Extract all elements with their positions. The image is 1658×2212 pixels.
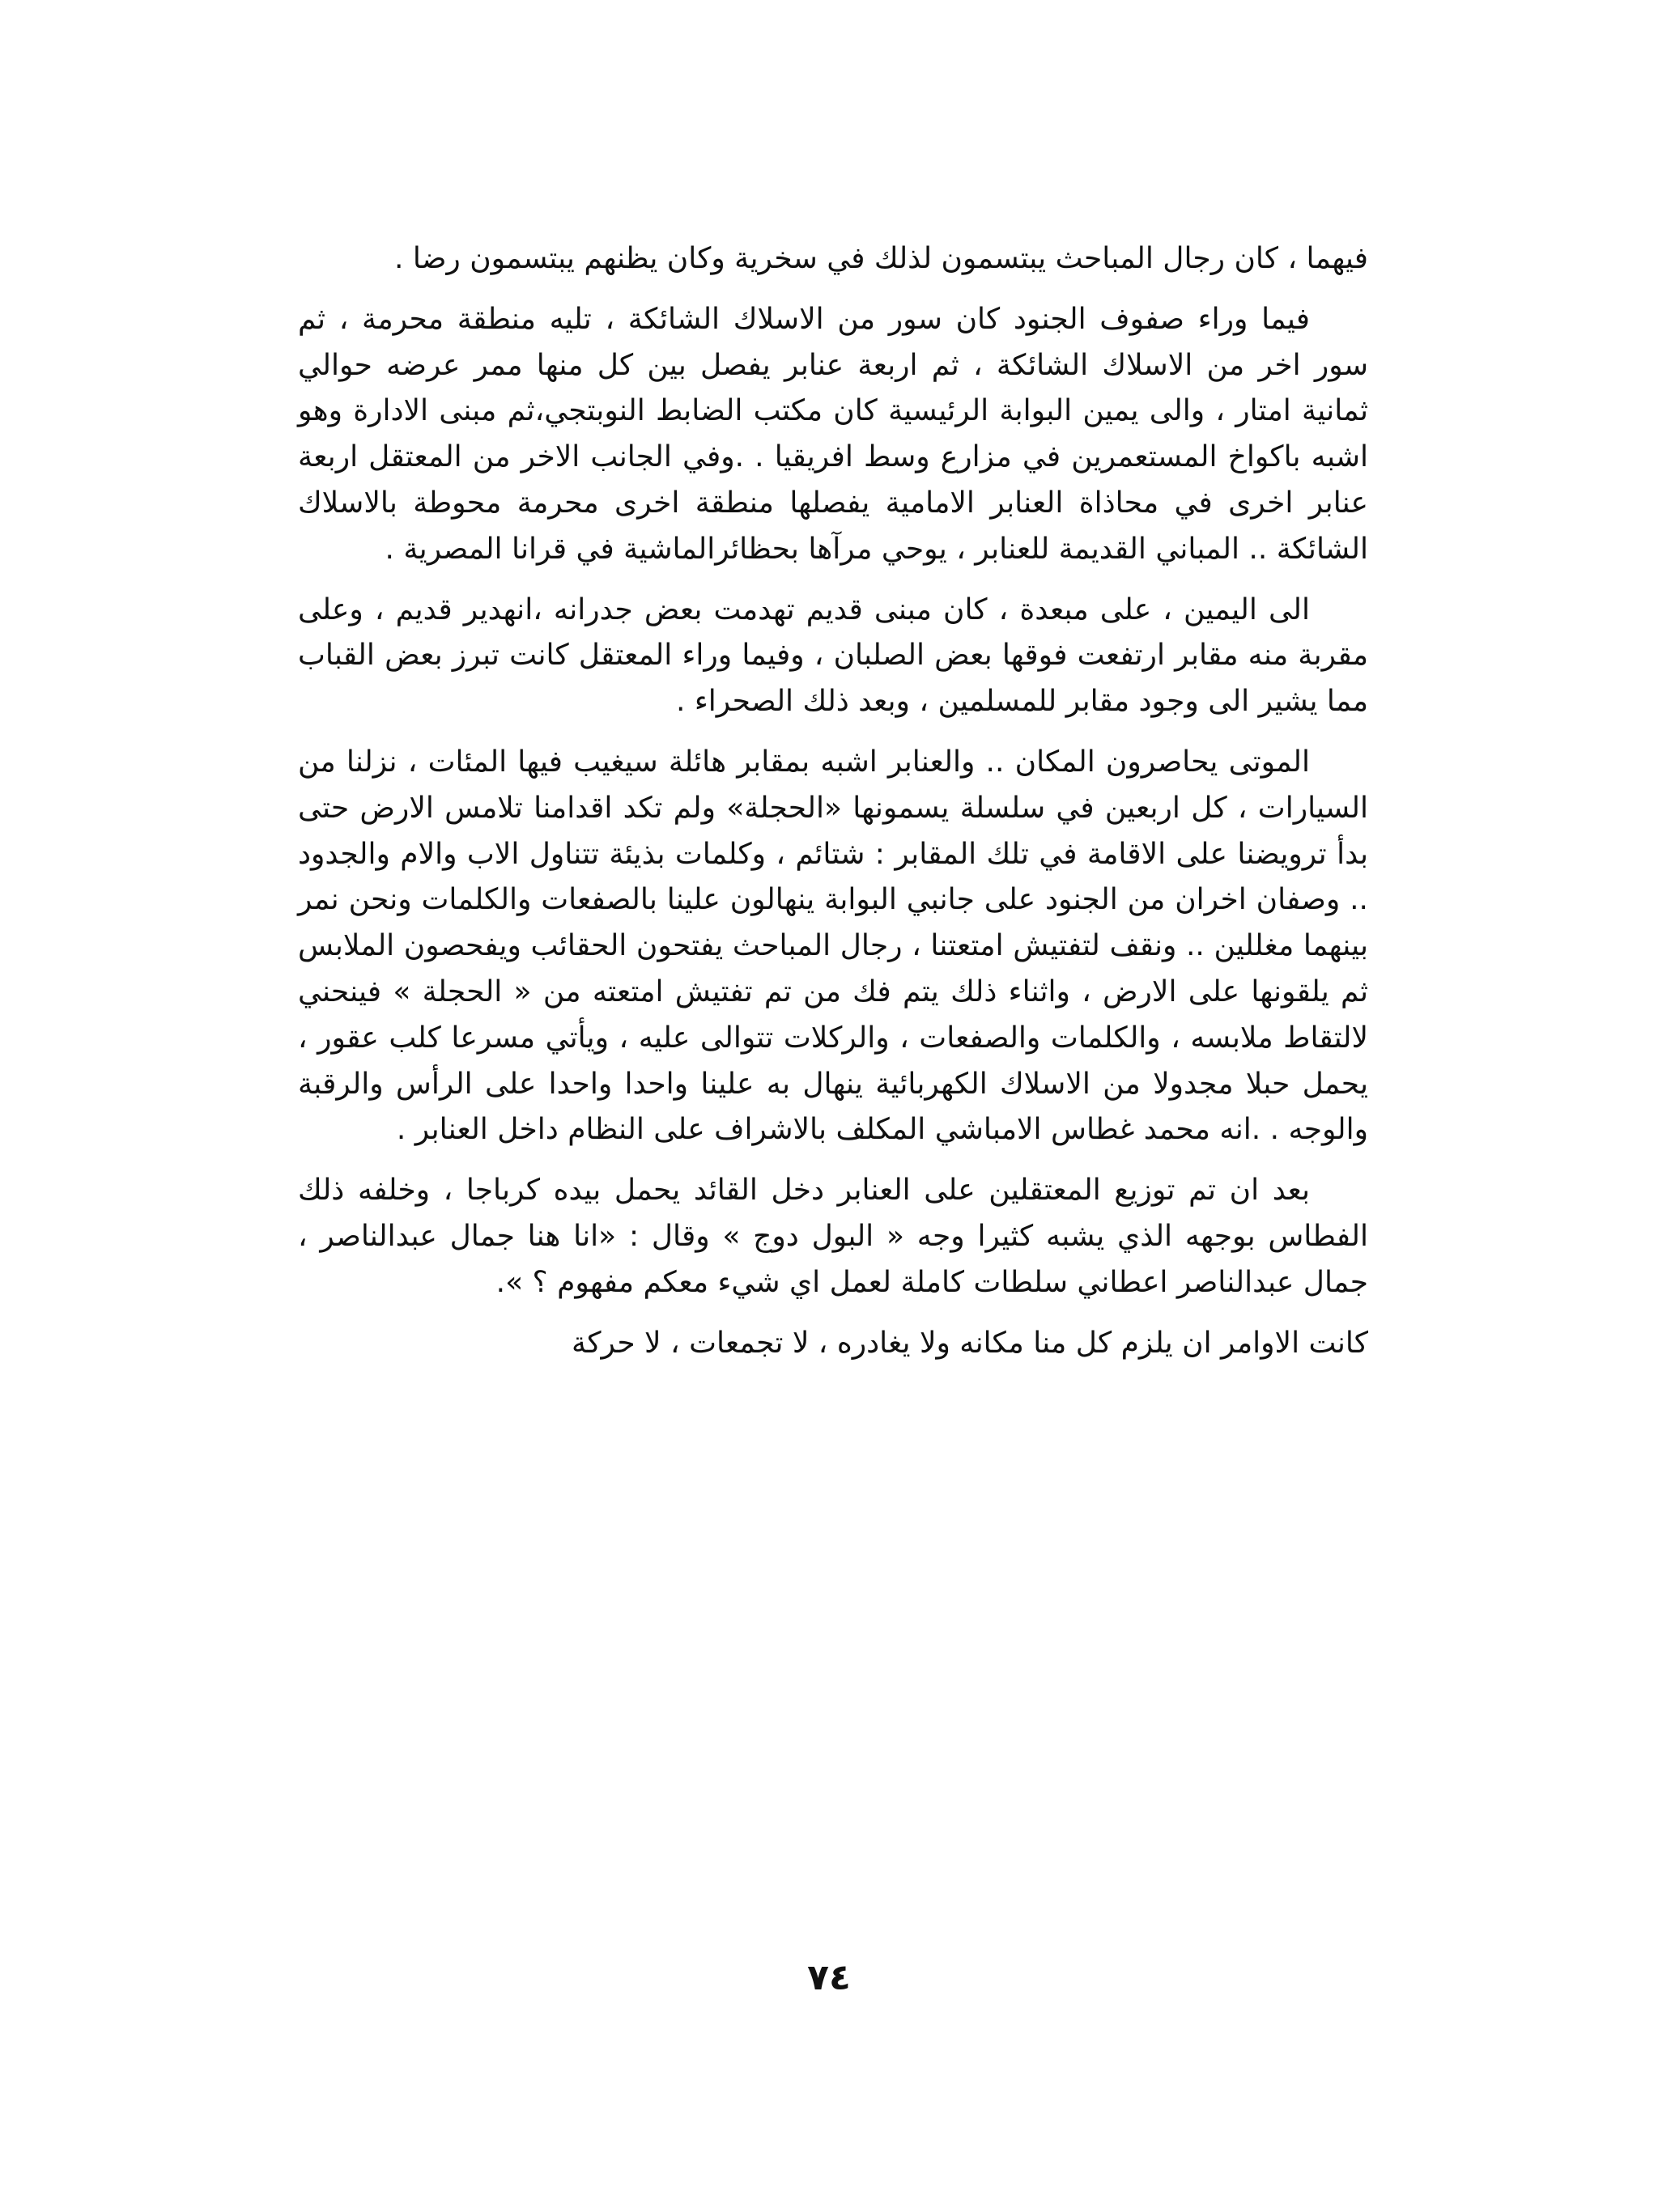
paragraph-3: الى اليمين ، على مبعدة ، كان مبنى قديم تهدمت بعض جدرانه ،انهدير قديم ، وعلى مقربة منه مقابر ارتفعت فوقها بعض الصلبان ، وفيما وراء المعتقل كانت تبرز بعض القباب مما يشير الى وجود مقابر للمسلمين ، وبعد ذلك الصحراء . — [298, 592, 1368, 719]
paragraph-1: فيهما ، كان رجال المباحث يبتسمون لذلك في سخرية وكان يظنهم يبتسمون رضا . — [393, 242, 1368, 275]
paragraph-4: الموتى يحاصرون المكان .. والعنابر اشبه بمقابر هائلة سيغيب فيها المئات ، نزلنا من السيارات ، كل اربعين في سلسلة يسمونها «الحجلة» ولم تكد اقدامنا تلامس الارض حتى بدأ ترويضنا على الاقامة في تلك المقابر : شتائم ، وكلمات بذيئة تتناول الاب والام والجدود .. وصفان اخران من الجنود على جانبي البوابة ينهالون علينا بالصفعات والكلمات ونحن نمر بينهما مغللين .. ونقف لتفتيش امتعتنا ، رجال المباحث يفتحون الحقائب ويفحصون الملابس ثم يلقونها على الارض ، واثناء ذلك يتم فك من تم تفتيش امتعته من « الحجلة » فينحني لالتقاط ملابسه ، والكلمات والصفعات ، والركلات تتوالى عليه ، ويأتي مسرعا كلب عقور ، يحمل حبلا مجدولا من الاسلاك الكهربائية ينهال به علينا واحدا واحدا على الرأس والرقبة والوجه . .انه محمد غطاس الامباشي المكلف بالاشراف على النظام داخل العنابر . — [298, 745, 1368, 1147]
paragraph-2: فيما وراء صفوف الجنود كان سور من الاسلاك الشائكة ، تليه منطقة محرمة ، ثم سور اخر من الاسلاك الشائكة ، ثم اربعة عنابر يفصل بين كل منها ممر عرضه حوالي ثمانية امتار ، والى يمين البوابة الرئيسية كان مكتب الضابط النوبتجي،ثم مبنى الادارة وهو اشبه باكواخ المستعمرين في مزارع وسط افريقيا . .وفي الجانب الاخر من المعتقل اربعة عنابر اخرى في محاذاة العنابر الامامية يفصلها منطقة اخرى محرمة محوطة بالاسلاك الشائكة .. المباني القديمة للعنابر ، يوحي مرآها بحظائرالماشية في قرانا المصرية . — [298, 302, 1368, 566]
paragraph-6: كانت الاوامر ان يلزم كل منا مكانه ولا يغادره ، لا تجمعات ، لا حركة — [572, 1326, 1368, 1360]
body-text — [298, 236, 1368, 1381]
paragraph-5: بعد ان تم توزيع المعتقلين على العنابر دخل القائد يحمل بيده كرباجا ، وخلفه ذلك الفطاس بوجهه الذي يشبه كثيرا وجه « البول دوج » وقال : «انا هنا جمال عبدالناصر ، جمال عبدالناصر اعطاني سلطات كاملة لعمل اي شيء معكم مفهوم ؟ ». — [298, 1174, 1368, 1299]
page-number: ٧٤ — [807, 1957, 851, 1998]
